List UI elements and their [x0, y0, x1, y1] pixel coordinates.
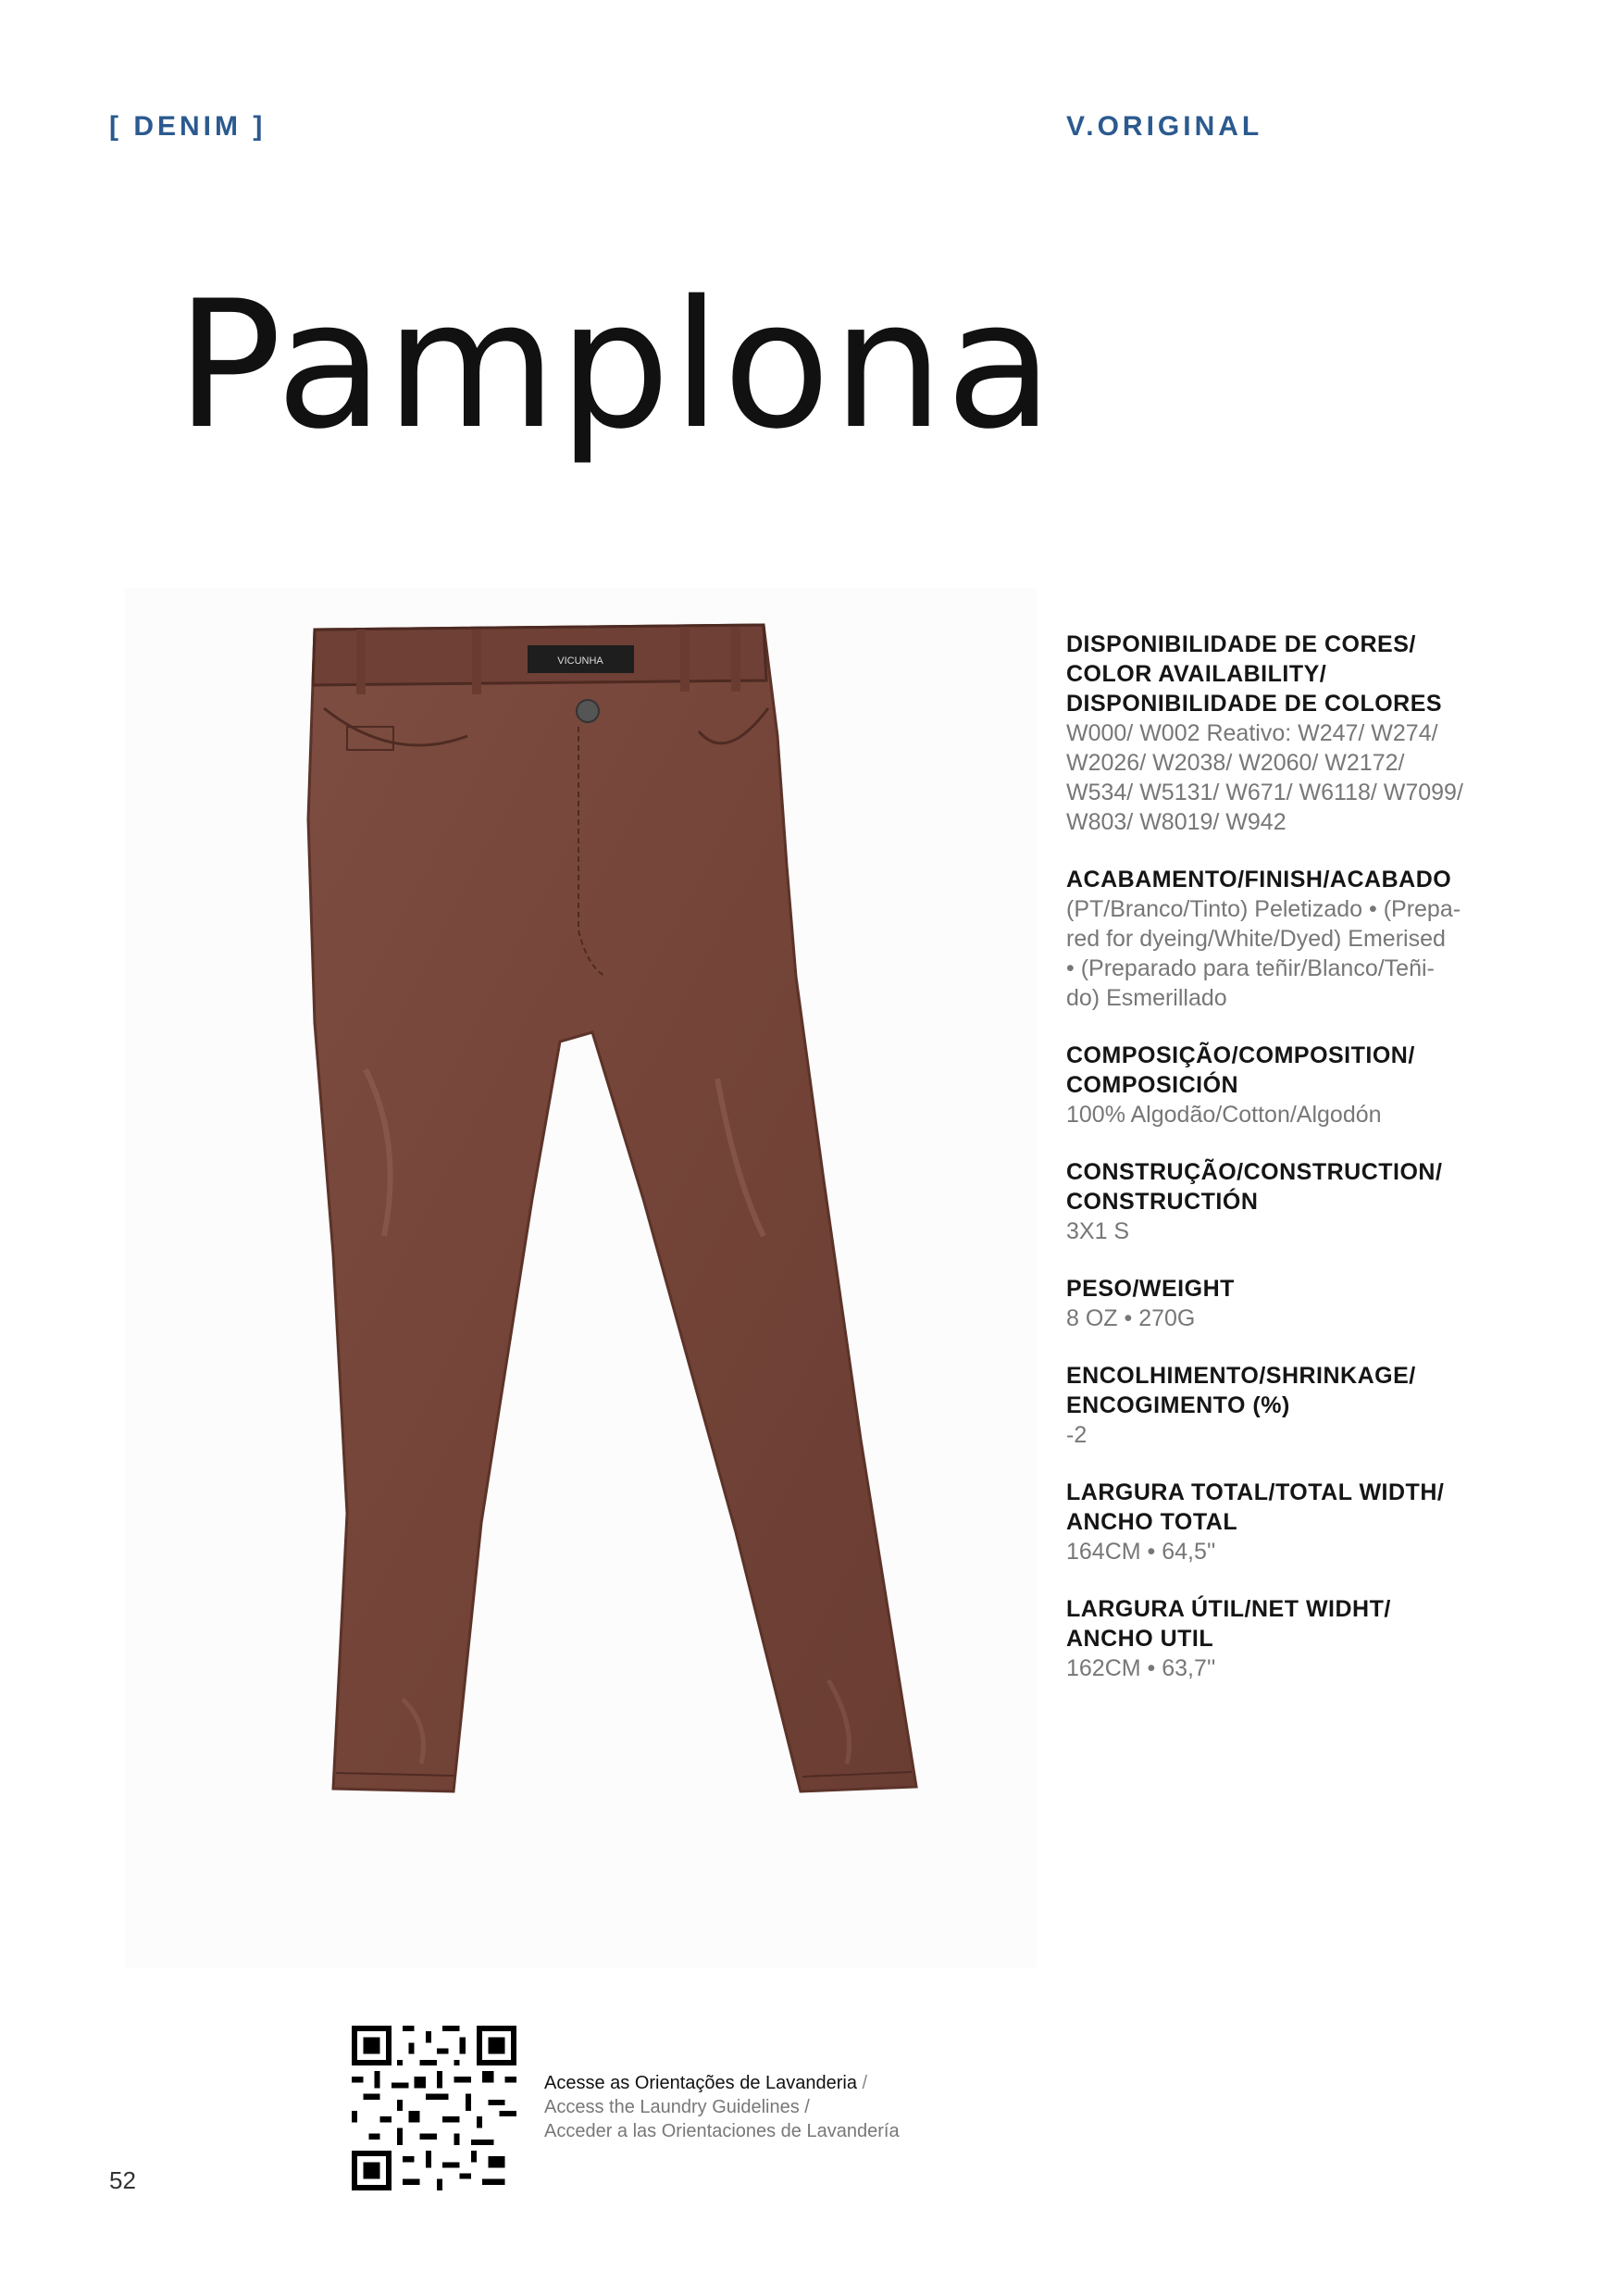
- qr-code-icon: [352, 2026, 516, 2190]
- spec-value: 8 OZ • 270G: [1066, 1305, 1196, 1331]
- page-number: 52: [109, 2166, 136, 2194]
- spec-label: DISPONIBILIDADE DE CORES/ COLOR AVAILABILITY/ DISPONIBILIDADE DE COLORES: [1066, 631, 1443, 717]
- spec-label: PESO/WEIGHT: [1066, 1276, 1235, 1302]
- spec-shrinkage: [1066, 1361, 1510, 1450]
- spec-construction: [1066, 1157, 1510, 1246]
- spec-label: ENCOLHIMENTO/SHRINKAGE/ ENCOGIMENTO (%): [1066, 1363, 1416, 1418]
- product-title: Pamplona: [176, 263, 1056, 468]
- spec-value: 3X1 S: [1066, 1218, 1130, 1244]
- spec-color-availability: [1066, 630, 1510, 837]
- spec-composition: [1066, 1041, 1510, 1129]
- spec-list: [1066, 630, 1510, 1711]
- spec-net-width: [1066, 1594, 1510, 1683]
- collection-label: V.ORIGINAL: [1066, 111, 1263, 142]
- spec-finish: [1066, 865, 1510, 1013]
- spec-label: ACABAMENTO/FINISH/ACABADO: [1066, 867, 1452, 892]
- spec-label: LARGURA ÚTIL/NET WIDHT/ ANCHO UTIL: [1066, 1596, 1391, 1652]
- spec-value: (PT/Branco/Tinto) Peletizado • (Prepa- red for dyeing/White/Dyed) Emerised • (Preparado para teñir/Blanco/Teñi- do) Esmerillado: [1066, 896, 1461, 1011]
- spec-value: 164CM • 64,5'': [1066, 1539, 1216, 1565]
- section-label: [ DENIM ]: [109, 111, 267, 142]
- brand-label-text: VICUNHA: [557, 655, 603, 667]
- spec-value: W000/ W002 Reativo: W247/ W274/ W2026/ W2038/ W2060/ W2172/ W534/ W5131/ W671/ W6118/ W7099/ W803/ W8019/ W942: [1066, 720, 1463, 835]
- laundry-qr-code[interactable]: [352, 2026, 516, 2190]
- spec-label: COMPOSIÇÃO/COMPOSITION/ COMPOSICIÓN: [1066, 1042, 1415, 1098]
- spec-weight: [1066, 1274, 1510, 1333]
- laundry-guidelines-text[interactable]: [544, 2071, 900, 2143]
- jeans-image: [125, 588, 1037, 1967]
- spec-value: -2: [1066, 1422, 1088, 1448]
- laundry-line-es: Acceder a las Orientaciones de Lavandería: [544, 2121, 900, 2141]
- product-photo: [125, 588, 1037, 1967]
- spec-label: LARGURA TOTAL/TOTAL WIDTH/ ANCHO TOTAL: [1066, 1479, 1445, 1535]
- spec-label: CONSTRUÇÃO/CONSTRUCTION/ CONSTRUCTIÓN: [1066, 1159, 1443, 1215]
- spec-value: 100% Algodão/Cotton/Algodón: [1066, 1102, 1382, 1128]
- spec-total-width: [1066, 1478, 1510, 1566]
- spec-value: 162CM • 63,7'': [1066, 1655, 1216, 1681]
- laundry-line-pt: Acesse as Orientações de Lavanderia /: [544, 2073, 868, 2093]
- laundry-line-en: Access the Laundry Guidelines /: [544, 2097, 810, 2117]
